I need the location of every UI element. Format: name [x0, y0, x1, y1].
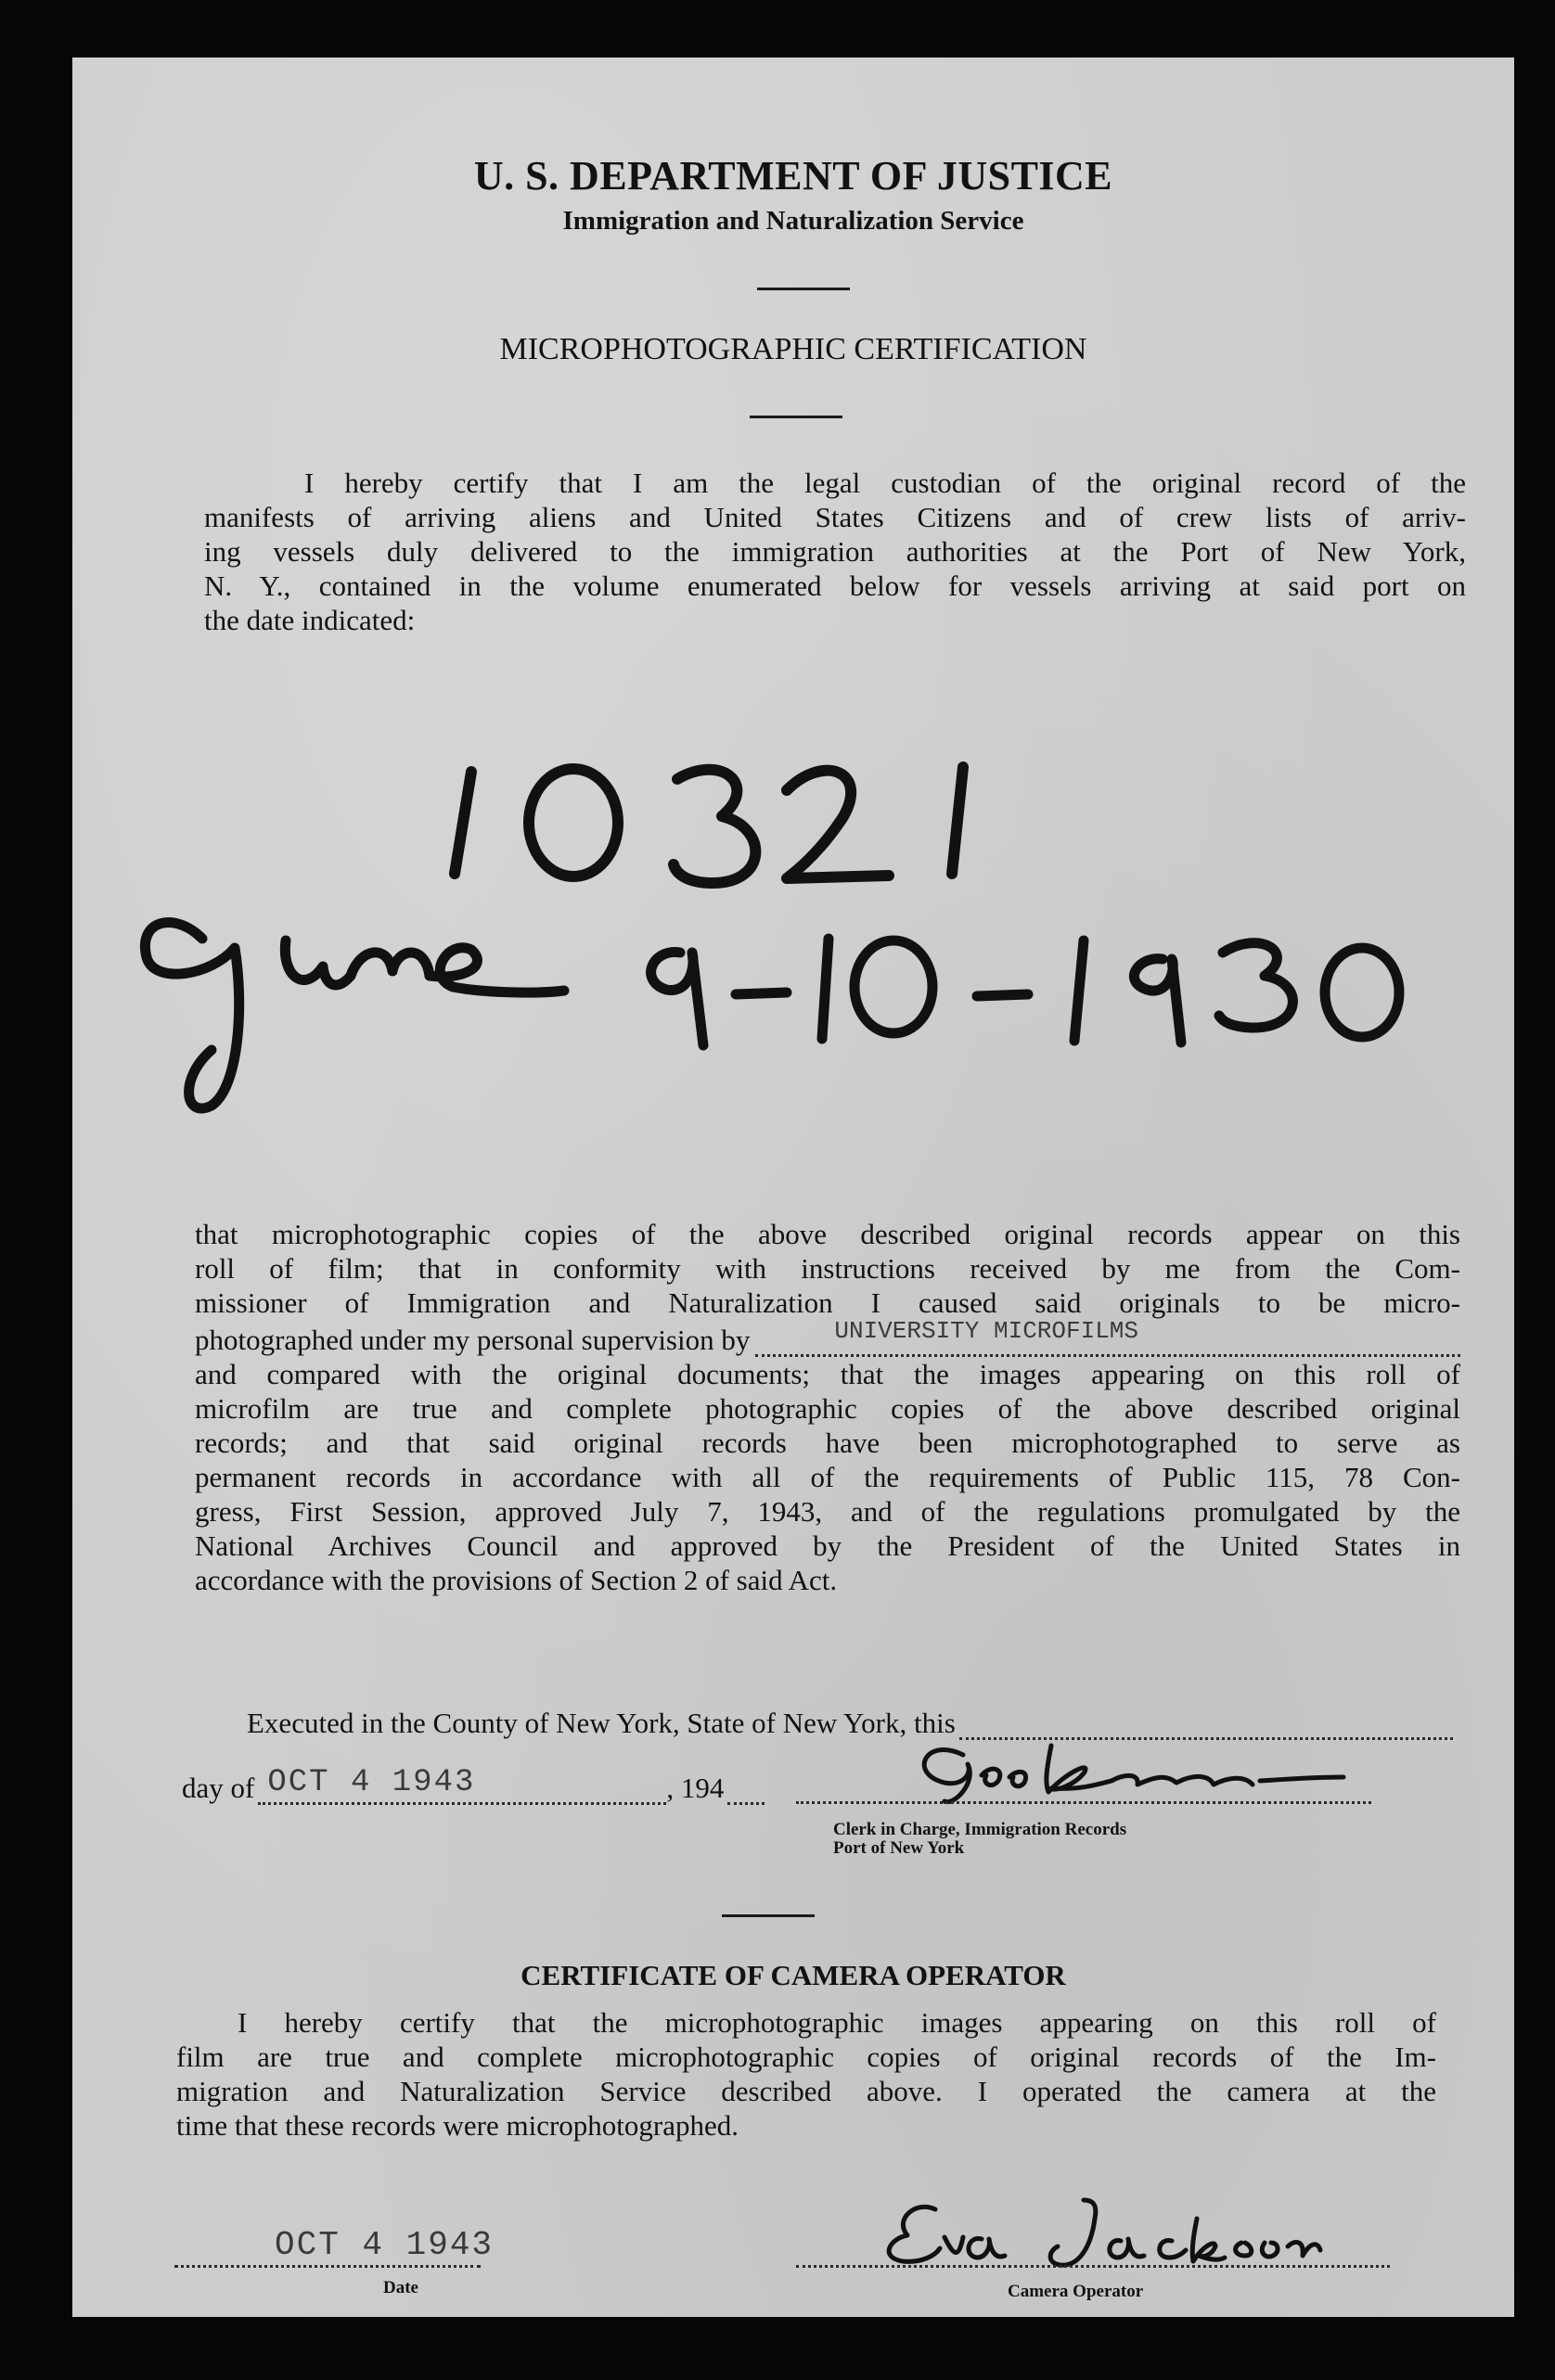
- camera-operator-line: [796, 2263, 1390, 2268]
- handwritten-volume-number: [455, 767, 963, 883]
- day-of-label: day of: [182, 1772, 255, 1804]
- camera-certificate-line: I hereby certify that the microphotographic images appearing on this roll of: [238, 2006, 1436, 2039]
- camera-date-label: Date: [383, 2278, 418, 2297]
- body-line: and compared with the original documents; that the images appearing on this roll of: [195, 1358, 1460, 1390]
- certification-line: manifests of arriving aliens and United States Citizens and of crew lists of arriv-: [204, 501, 1466, 533]
- clerk-signature-line: [796, 1799, 1371, 1804]
- certificate-sheet: [72, 58, 1514, 2317]
- camera-certificate-title: CERTIFICATE OF CAMERA OPERATOR: [520, 1959, 1066, 1991]
- clerk-title: Clerk in Charge, Immigration Records: [833, 1820, 1127, 1839]
- camera-certificate-paragraph: [176, 2005, 1436, 2143]
- clerk-signature: [889, 1718, 1408, 1820]
- title-divider: [750, 416, 842, 418]
- certification-line: the date indicated:: [204, 604, 416, 636]
- day-of-field: [258, 1765, 666, 1805]
- handwritten-volume-and-date: [72, 697, 1514, 1124]
- department-title: U. S. DEPARTMENT OF JUSTICE: [473, 153, 1113, 198]
- body-line: records; and that said original records have been microphotographed to serve as: [195, 1427, 1460, 1459]
- body-line: roll of film; that in conformity with instructions received by me from the Com-: [195, 1252, 1460, 1285]
- header-divider: [757, 288, 850, 290]
- camera-date-stamp: OCT 4 1943: [275, 2226, 495, 2264]
- day-of-line: [182, 1765, 887, 1805]
- handwritten-date-range: [145, 923, 1399, 1108]
- camera-certificate-line: time that these records were microphotographed.: [176, 2109, 739, 2142]
- camera-operator-signature: [852, 2182, 1371, 2274]
- year-prefix: , 194: [666, 1772, 725, 1804]
- service-subtitle: Immigration and Naturalization Service: [562, 206, 1024, 236]
- supervisor-field: [755, 1317, 1460, 1357]
- body-line: accordance with the provisions of Section 2 of said Act.: [195, 1564, 838, 1596]
- body-paragraph: [195, 1217, 1460, 1597]
- clerk-port: Port of New York: [833, 1838, 965, 1858]
- supervision-line: [195, 1317, 1460, 1357]
- certification-title: MICROPHOTOGRAPHIC CERTIFICATION: [499, 332, 1087, 366]
- camera-section-divider: [722, 1914, 815, 1917]
- body-line: gress, First Session, approved July 7, 1943, and of the regulations promulgated by the: [195, 1495, 1460, 1528]
- camera-operator-label: Camera Operator: [1008, 2282, 1144, 2301]
- body-line: missioner of Immigration and Naturalization I caused said originals to be micro-: [195, 1286, 1460, 1319]
- body-line: microfilm are true and complete photographic copies of the above described original: [195, 1392, 1460, 1425]
- body-line: National Archives Council and approved by the President of the United States in: [195, 1529, 1460, 1562]
- camera-certificate-line: migration and Naturalization Service described above. I operated the camera at the: [176, 2075, 1436, 2107]
- camera-certificate-line: film are true and complete microphotographic copies of original records of the Im-: [176, 2041, 1436, 2073]
- certification-line: ing vessels duly delivered to the immigration authorities at the Port of New York,: [204, 535, 1466, 568]
- supervision-prefix: photographed under my personal supervision by: [195, 1324, 751, 1356]
- body-line: permanent records in accordance with all of the requirements of Public 115, 78 Con-: [195, 1461, 1460, 1493]
- execution-text: Executed in the County of New York, State of New York, this: [247, 1707, 956, 1739]
- certification-line: N. Y., contained in the volume enumerated below for vessels arriving at said port on: [204, 569, 1466, 602]
- supervisor-stamp: UNIVERSITY MICROFILMS: [834, 1317, 1139, 1345]
- certification-paragraph: [204, 466, 1466, 637]
- year-field: [727, 1778, 765, 1805]
- certification-line: I hereby certify that I am the legal custodian of the original record of the: [304, 467, 1466, 499]
- execution-date-stamp: OCT 4 1943: [267, 1765, 476, 1800]
- body-line: that microphotographic copies of the above described original records appear on this: [195, 1218, 1460, 1250]
